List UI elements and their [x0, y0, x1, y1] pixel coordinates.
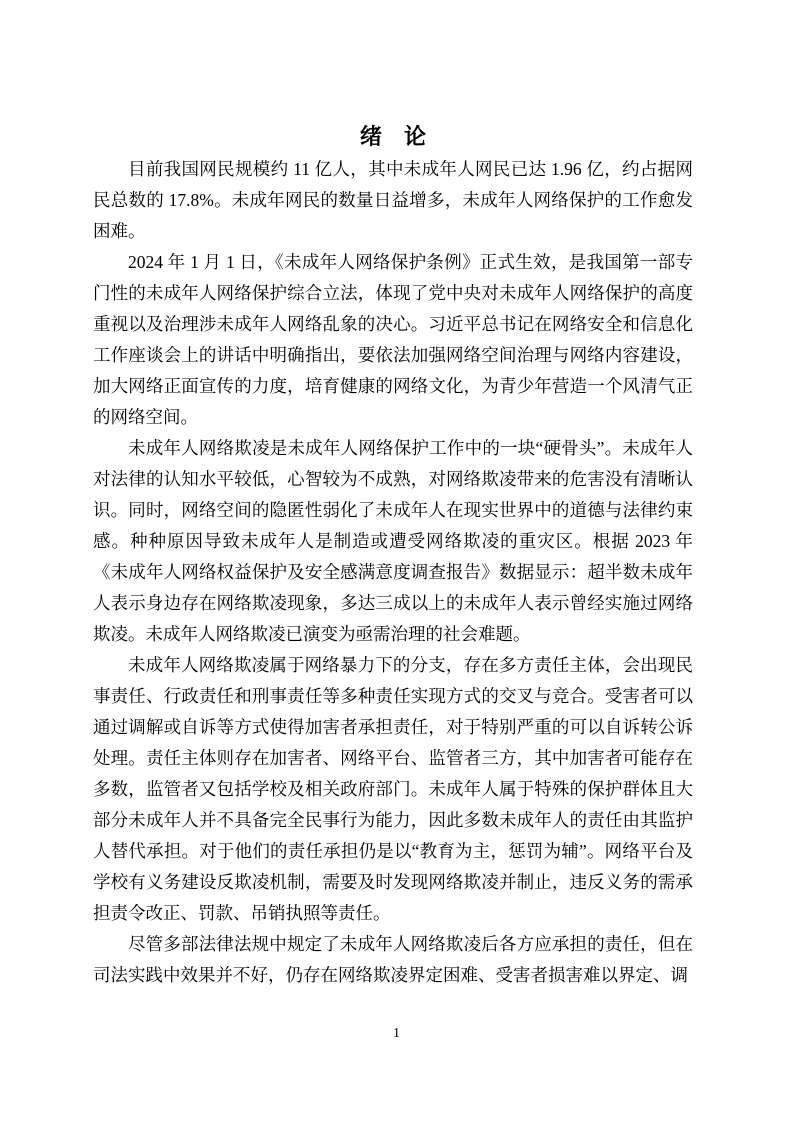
paragraph-4: 未成年人网络欺凌属于网络暴力下的分支，存在多方责任主体，会出现民事责任、行政责任和刑事责任等多种责任实现方式的交叉与竞合。受害者可以通过调解或自诉等方式使得加害者承担责任，对于特别严重的可以自诉转公诉处理。责任主体则存在加害者、网络平台、监管者三方，其中加害者可能存在多数，监管者又包括学校及相关政府部门。未成年人属于特殊的保护群体且大部分未成年人并不具备完全民事行为能力，因此多数未成年人的责任由其监护人替代承担。对于他们的责任承担仍是以“教育为主，惩罚为辅”。网络平台及学校有义务建设反欺凌机制，需要及时发现网络欺凌并制止，违反义务的需承担责令改正、罚款、吊销执照等责任。: [93, 655, 693, 923]
document-body: [93, 120, 693, 991]
paragraph-2: 2024 年 1 月 1 日，《未成年人网络保护条例》正式生效，是我国第一部专门性的未成年人网络保护综合立法，体现了党中央对未成年人网络保护的高度重视以及治理涉未成年人网络乱象的决心。习近平总书记在网络安全和信息化工作座谈会上的讲话中明确指出，要依法加强网络空间治理与网络内容建设，加大网络正面宣传的力度，培育健康的网络文化，为青少年营造一个风清气正的网络空间。: [93, 252, 693, 427]
paragraph-5: 尽管多部法律法规中规定了未成年人网络欺凌后各方应承担的责任，但在司法实践中效果并不好，仍存在网络欺凌界定困难、受害者损害难以界定、调: [93, 934, 693, 985]
paragraph-3: 未成年人网络欺凌是未成年人网络保护工作中的一块“硬骨头”。未成年人对法律的认知水平较低，心智较为不成熟，对网络欺凌带来的危害没有清晰认识。同时，网络空间的隐匿性弱化了未成年人在现实世界中的道德与法律约束感。种种原因导致未成年人是制造或遭受网络欺凌的重灾区。根据 2023 年《未成年人网络权益保护及安全感满意度调查报告》数据显示：超半数未成年人表示身边存在网络欺凌现象，多达三成以上的未成年人表示曾经实施过网络欺凌。未成年人网络欺凌已演变为亟需治理的社会难题。: [93, 438, 693, 644]
page-title: 绪 论: [359, 124, 426, 149]
page-number: 1: [393, 1026, 400, 1041]
paragraph-1: 目前我国网民规模约 11 亿人，其中未成年人网民已达 1.96 亿，约占据网民总数的 17.8%。未成年网民的数量日益增多，未成年人网络保护的工作愈发困难。: [93, 159, 693, 241]
